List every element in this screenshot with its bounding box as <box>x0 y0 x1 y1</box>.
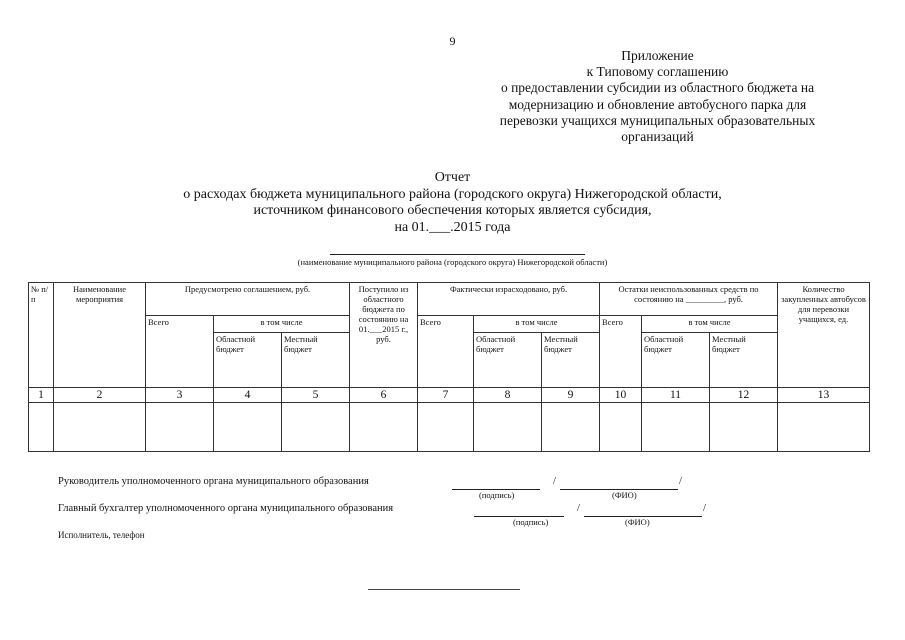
slash: / <box>577 503 580 514</box>
table-cell[interactable] <box>350 403 418 452</box>
executor-label: Исполнитель, телефон <box>58 530 145 540</box>
header-buses: Количество закупленных автобусов для перевозки учащихся, ед. <box>778 283 870 388</box>
column-number: 11 <box>642 388 710 403</box>
column-number: 10 <box>600 388 642 403</box>
header-remaining-local: Местный бюджет <box>710 333 778 388</box>
column-number: 7 <box>418 388 474 403</box>
column-number: 2 <box>54 388 146 403</box>
column-number: 4 <box>214 388 282 403</box>
header-remaining-regional: Областной бюджет <box>642 333 710 388</box>
table-cell[interactable] <box>54 403 146 452</box>
appendix-line: Приложение <box>621 48 694 63</box>
appendix-line: перевозки учащихся муниципальных образовательных <box>499 112 816 128</box>
column-number: 12 <box>710 388 778 403</box>
column-number: 5 <box>282 388 350 403</box>
header-spent-total: Всего <box>418 316 474 388</box>
column-number: 3 <box>146 388 214 403</box>
table-data-row <box>29 403 870 452</box>
municipality-caption: (наименование муниципального района (городского округа) Нижегородской области) <box>297 257 608 267</box>
page-number: 9 <box>449 34 456 48</box>
appendix-line: организаций <box>621 129 694 145</box>
table-cell[interactable] <box>542 403 600 452</box>
title-line: источником финансового обеспечения которых является субсидия, <box>253 203 652 218</box>
title-line: Отчет <box>434 170 471 185</box>
header-planned-regional: Областной бюджет <box>214 333 282 388</box>
table-cell[interactable] <box>418 403 474 452</box>
signature-caption: (подпись) <box>479 490 515 500</box>
column-number: 6 <box>350 388 418 403</box>
header-name: Наименование мероприятия <box>54 283 146 388</box>
table-cell[interactable] <box>214 403 282 452</box>
header-remaining-including: в том числе <box>642 316 778 333</box>
slash: / <box>553 476 556 487</box>
column-number: 9 <box>542 388 600 403</box>
table-cell[interactable] <box>642 403 710 452</box>
report-title <box>0 170 905 236</box>
header-spent-regional: Областной бюджет <box>474 333 542 388</box>
column-number: 8 <box>474 388 542 403</box>
column-number: 1 <box>29 388 54 403</box>
municipality-fill-line[interactable] <box>330 254 585 255</box>
header-planned-total: Всего <box>146 316 214 388</box>
accountant-signature-label: Главный бухгалтер уполномоченного органа муниципального образования <box>58 503 394 514</box>
head-signature-label: Руководитель уполномоченного органа муниципального образования <box>58 476 369 487</box>
appendix-line: модернизацию и обновление автобусного парка для <box>508 96 807 112</box>
table-cell[interactable] <box>29 403 54 452</box>
header-received: Поступило из областного бюджета по состоянию на 01.___2015 г., руб. <box>350 283 418 388</box>
header-spent: Фактически израсходовано, руб. <box>418 283 600 316</box>
appendix-line: к Типовому соглашению <box>586 64 729 80</box>
header-planned: Предусмотрено соглашением, руб. <box>146 283 350 316</box>
table-header-row <box>29 316 870 333</box>
table-cell[interactable] <box>600 403 642 452</box>
title-line: о расходах бюджета муниципального района (городского округа) Нижегородской области, <box>183 186 722 202</box>
table-cell[interactable] <box>710 403 778 452</box>
table-header-row <box>29 283 870 316</box>
table-cell[interactable] <box>474 403 542 452</box>
title-line: на 01.___.2015 года <box>394 219 511 235</box>
header-remaining-total: Всего <box>600 316 642 388</box>
signature-caption: (подпись) <box>513 517 549 527</box>
column-number-row <box>29 388 870 403</box>
table-cell[interactable] <box>146 403 214 452</box>
header-spent-including: в том числе <box>474 316 600 333</box>
header-planned-including: в том числе <box>214 316 350 333</box>
appendix-line: о предоставлении субсидии из областного бюджета на <box>500 80 815 96</box>
appendix-header <box>480 48 835 145</box>
column-number: 13 <box>778 388 870 403</box>
table-cell[interactable] <box>282 403 350 452</box>
report-table <box>28 282 870 452</box>
table-cell[interactable] <box>778 403 870 452</box>
footer-divider <box>368 589 520 590</box>
slash: / <box>679 476 682 487</box>
slash: / <box>703 503 706 514</box>
fio-caption: (ФИО) <box>625 517 650 527</box>
header-num: № п/п <box>29 283 54 388</box>
header-spent-local: Местный бюджет <box>542 333 600 388</box>
header-planned-local: Местный бюджет <box>282 333 350 388</box>
fio-caption: (ФИО) <box>612 490 637 500</box>
header-remaining: Остатки неиспользованных средств по состоянию на _________, руб. <box>600 283 778 316</box>
